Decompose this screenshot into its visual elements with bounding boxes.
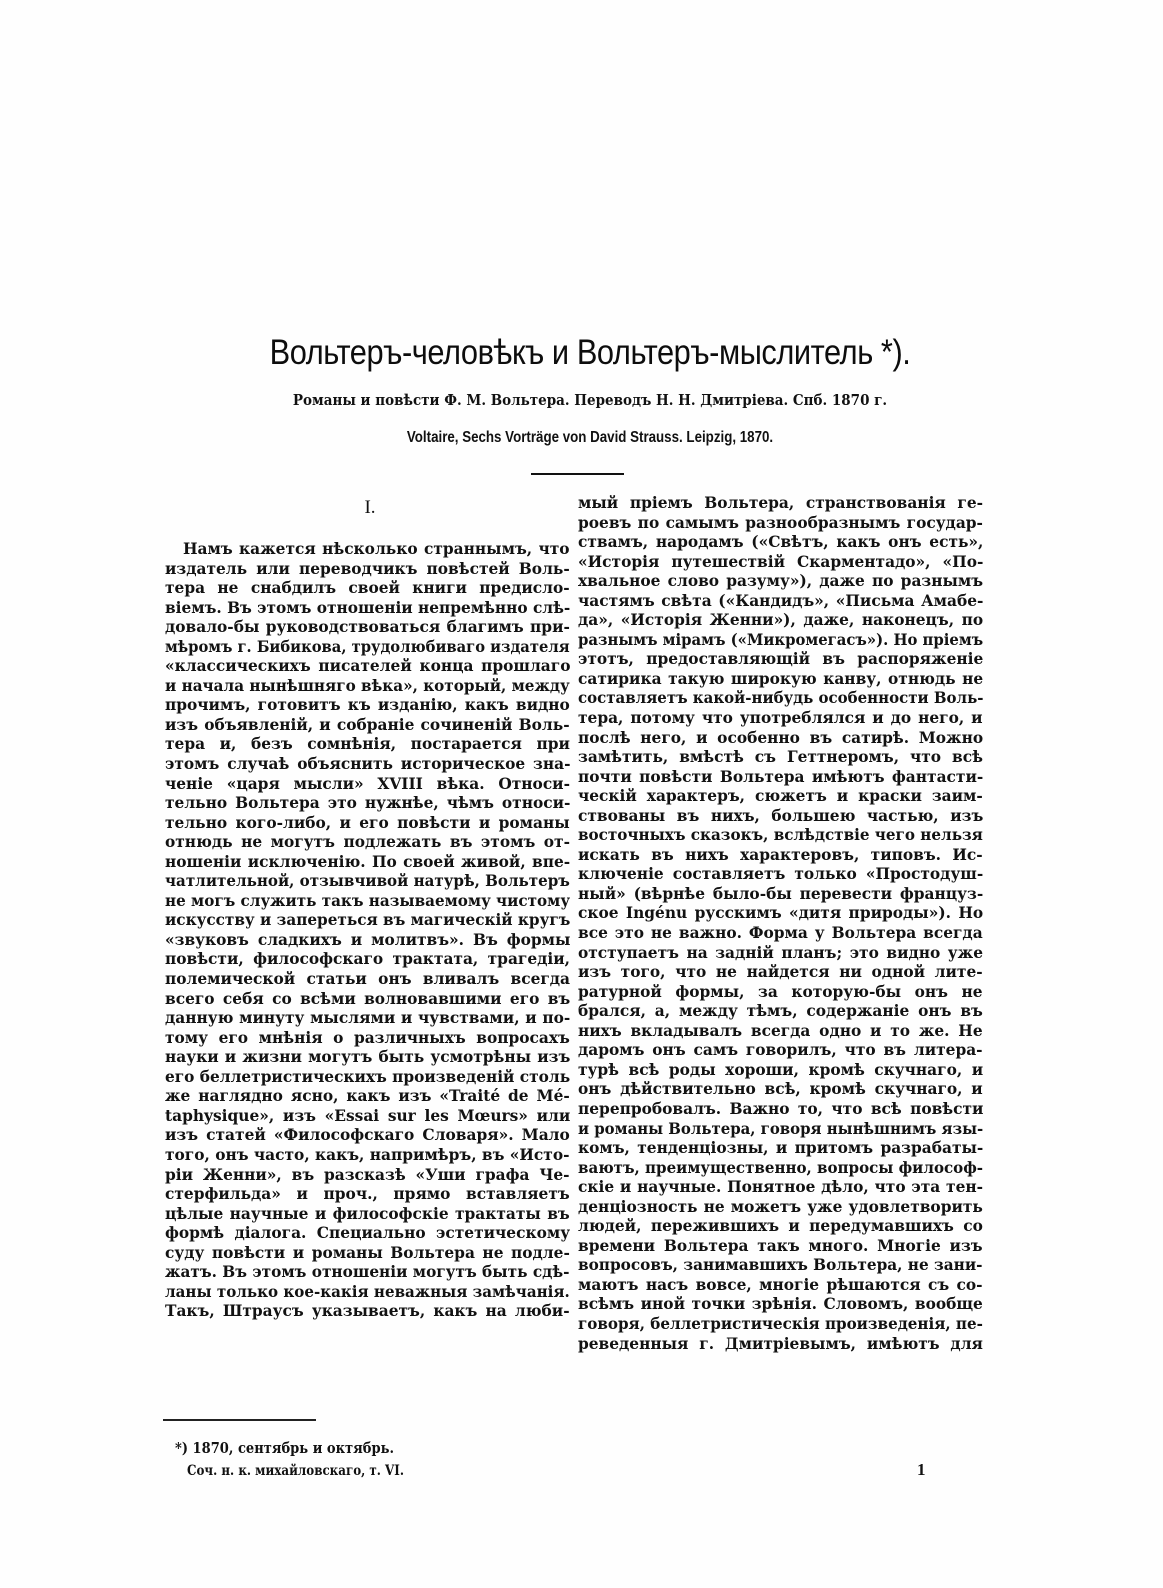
text-line: формѣ діалога. Специально эстетическому xyxy=(165,1224,571,1243)
text-line: чатлительной, отзывчивой натурѣ, Вольтеръ xyxy=(165,872,570,891)
text-line: «классическихъ писателей конца прошлаго xyxy=(165,657,571,676)
text-line: да», «Исторія Женни»), даже, наконецъ, по xyxy=(578,611,984,630)
text-line: тельно кого-либо, и его повѣсти и романы xyxy=(165,813,570,832)
text-line: тельно Вольтера это нужнѣе, чѣмъ относи- xyxy=(165,794,571,813)
text-line: онъ дѣйствительно всѣ, кромѣ скучнаго, и xyxy=(578,1080,983,1099)
text-line: реведенныя г. Дмитріевымъ, имѣютъ для xyxy=(578,1334,983,1353)
text-line: ваютъ, преимущественно, вопросы философ- xyxy=(578,1158,984,1177)
text-line: все это не важно. Форма у Вольтера всегда xyxy=(578,924,983,943)
text-line: тера не снабдилъ своей книги предисло- xyxy=(165,579,570,598)
text-line: денціозность не можетъ уже удовлетворить xyxy=(578,1197,983,1216)
footnote-divider xyxy=(163,1419,316,1421)
text-line: ключеніе составляетъ только «Простодуш- xyxy=(578,865,984,884)
text-line: ратурной формы, за которую-бы онъ не xyxy=(578,982,983,1001)
text-line: изъ того, что не найдется ни одной лите- xyxy=(578,963,983,982)
text-line: и начала нынѣшняго вѣка», который, между xyxy=(165,676,570,695)
right-column xyxy=(578,494,983,1354)
text-line: стерфильда» и проч., прямо вставляетъ xyxy=(165,1185,570,1204)
text-line: отступаетъ на задній планъ; это видно уже xyxy=(578,943,983,962)
text-line: этотъ, предоставляющій въ распоряженіе xyxy=(578,650,984,669)
text-line: ствованы въ нихъ, большею частью, изъ xyxy=(578,806,984,825)
text-line: суду повѣсти и романы Вольтера не подле- xyxy=(165,1243,570,1262)
text-line: почти повѣсти Вольтера имѣютъ фантасти- xyxy=(578,767,984,786)
text-line: тера и, безъ сомнѣнія, постарается при xyxy=(165,735,570,754)
text-line: науки и жизни могутъ быть усмотрѣны изъ xyxy=(165,1048,571,1067)
signature-line: Соч. н. к. михайловскаго, т. VI. xyxy=(187,1463,404,1479)
text-line: «звуковъ сладкихъ и молитвъ». Въ формы xyxy=(165,930,571,949)
text-line: говоря, беллетристическія произведенія, пе- xyxy=(578,1314,983,1333)
text-line: же наглядно ясно, какъ изъ «Traité de Mé- xyxy=(165,1087,570,1106)
text-line: искать въ нихъ характеровъ, типовъ. Ис- xyxy=(578,845,983,864)
text-line: этомъ случаѣ объяснить историческое зна- xyxy=(165,755,571,774)
text-line: тера, потому что употреблялся и до него, и xyxy=(578,709,983,728)
footnote: *) 1870, сентябрь и октябрь. xyxy=(175,1440,395,1457)
text-line: не могъ служить такъ называемому чистому xyxy=(165,891,571,910)
text-line: прочимъ, готовитъ къ изданію, какъ видно xyxy=(165,696,570,715)
text-line: искусству и запереться въ магическій кругъ xyxy=(165,911,571,930)
text-line: вопросовъ, занимавшихъ Вольтера, не зани- xyxy=(578,1256,983,1275)
text-line: ношеніи исключенію. По своей живой, впе- xyxy=(165,852,571,871)
text-line: комъ, тенденціозны, и притомъ разрабаты- xyxy=(578,1139,984,1158)
text-line: перепробовалъ. Важно то, что всѣ повѣсти xyxy=(578,1099,984,1118)
text-line: изъ объявленій, и собраніе сочиненій Воль- xyxy=(165,715,570,734)
text-line: всего себя со всѣми волновавшими его въ xyxy=(165,989,571,1008)
text-line: повѣсти, философскаго трактата, трагедіи, xyxy=(165,950,571,969)
text-line: цѣлые научные и философскіе трактаты въ xyxy=(165,1204,570,1223)
text-line: Намъ кажется нѣсколько страннымъ, что xyxy=(183,540,570,558)
text-line: ный» (вѣрнѣе было-бы перевести француз- xyxy=(578,884,984,903)
subtitle-russian-source: Романы и повѣсти Ф. М. Вольтера. Переводъ Н. Н. Дмитріева. Спб. 1870 г. xyxy=(292,392,888,409)
text-line: турѣ всѣ роды хороши, кромѣ скучнаго, и xyxy=(578,1060,984,1079)
text-line: нихъ вкладывалъ всегда одно и то же. Не xyxy=(578,1021,983,1040)
text-line: мый пріемъ Вольтера, странствованія ге- xyxy=(578,494,984,512)
text-line: маютъ насъ вовсе, многіе рѣшаются съ со- xyxy=(578,1275,983,1294)
text-line: ское Ingénu русскимъ «дитя природы»). Но xyxy=(578,904,984,923)
text-line: віемъ. Въ этомъ отношеніи непремѣнно слѣ- xyxy=(165,598,571,617)
text-line: ріи Женни», въ разсказѣ «Уши графа Че- xyxy=(165,1165,570,1184)
text-line: жатъ. Въ этомъ отношеніи могутъ быть сдѣ- xyxy=(165,1263,570,1282)
text-line: хвальное слово разуму»), даже по разнымъ xyxy=(578,572,984,591)
text-line: «Исторія путешествій Скарментадо», «По- xyxy=(578,552,984,571)
text-line: ченіе «царя мысли» XVIII вѣка. Относи- xyxy=(165,774,570,793)
page-number: 1 xyxy=(917,1460,926,1479)
text-line: мѣромъ г. Бибикова, трудолюбиваго издателя xyxy=(165,637,570,656)
text-line: скіе и научные. Понятное дѣло, что эта тен- xyxy=(578,1178,984,1197)
text-line: людей, пережившихъ и передумавшихъ со xyxy=(578,1217,983,1236)
text-line: и романы Вольтера, говоря нынѣшнимъ язы- xyxy=(578,1119,984,1138)
subtitle-german-source: Voltaire, Sechs Vorträge von David Strauss. Leipzig, 1870. xyxy=(406,429,774,446)
text-line: taphysique», изъ «Essai sur les Mœurs» или xyxy=(165,1106,571,1125)
text-line: замѣтить, вмѣстѣ съ Геттнеромъ, что всѣ xyxy=(578,748,983,767)
text-line: полемической статьи онъ вливалъ всегда xyxy=(165,970,571,989)
text-line: брался, а, между тѣмъ, содержаніе онъ въ xyxy=(578,1002,983,1021)
title-divider xyxy=(531,473,624,475)
text-line: всѣмъ иной точки зрѣнія. Словомъ, вообще xyxy=(578,1295,983,1314)
text-line: изъ статей «Философскаго Словаря». Мало xyxy=(165,1126,570,1145)
text-line: его беллетристическихъ произведеній столь xyxy=(165,1067,571,1086)
text-line: послѣ него, и особенно въ сатирѣ. Можно xyxy=(578,728,984,747)
text-line: ланы только кое-какія неважныя замѣчанія. xyxy=(165,1282,570,1301)
section-number: I. xyxy=(364,497,376,518)
article-title: Вольтеръ-человѣкъ и Вольтеръ-мыслитель *). xyxy=(269,333,911,372)
text-line: разнымъ мірамъ («Микромегасъ»). Но пріемъ xyxy=(578,630,984,649)
text-line: составляетъ какой-нибудь особенности Воль- xyxy=(578,689,984,708)
text-line: отнюдь не могутъ подлежать въ этомъ от- xyxy=(165,833,570,852)
text-line: того, онъ часто, какъ, напримѣръ, въ «Исто- xyxy=(165,1145,570,1164)
text-line: Такъ, Штраусъ указываетъ, какъ на люби- xyxy=(165,1302,570,1321)
text-line: довало-бы руководствоваться благимъ при- xyxy=(165,618,570,637)
left-column xyxy=(165,540,570,1322)
text-line: ческій характеръ, сюжетъ и краски заим- xyxy=(578,787,983,806)
text-line: сатирика такую широкую канву, отнюдь не xyxy=(578,669,984,688)
text-line: издатель или переводчикъ повѣстей Воль- xyxy=(165,559,570,578)
text-line: тому его мнѣнія о различныхъ вопросахъ xyxy=(165,1028,570,1047)
text-line: частямъ свѣта («Кандидъ», «Письма Амабе- xyxy=(578,591,984,610)
text-line: восточныхъ сказокъ, вслѣдствіе чего нельзя xyxy=(578,826,983,845)
text-line: данную минуту мыслями и чувствами, и по- xyxy=(165,1009,571,1028)
text-line: ствамъ, народамъ («Свѣтъ, какъ онъ есть», xyxy=(578,533,984,552)
text-line: времени Вольтера такъ много. Многіе изъ xyxy=(578,1236,983,1255)
text-line: даромъ онъ самъ говорилъ, что въ литера- xyxy=(578,1041,983,1060)
text-line: роевъ по самымъ разнообразнымъ государ- xyxy=(578,513,983,532)
